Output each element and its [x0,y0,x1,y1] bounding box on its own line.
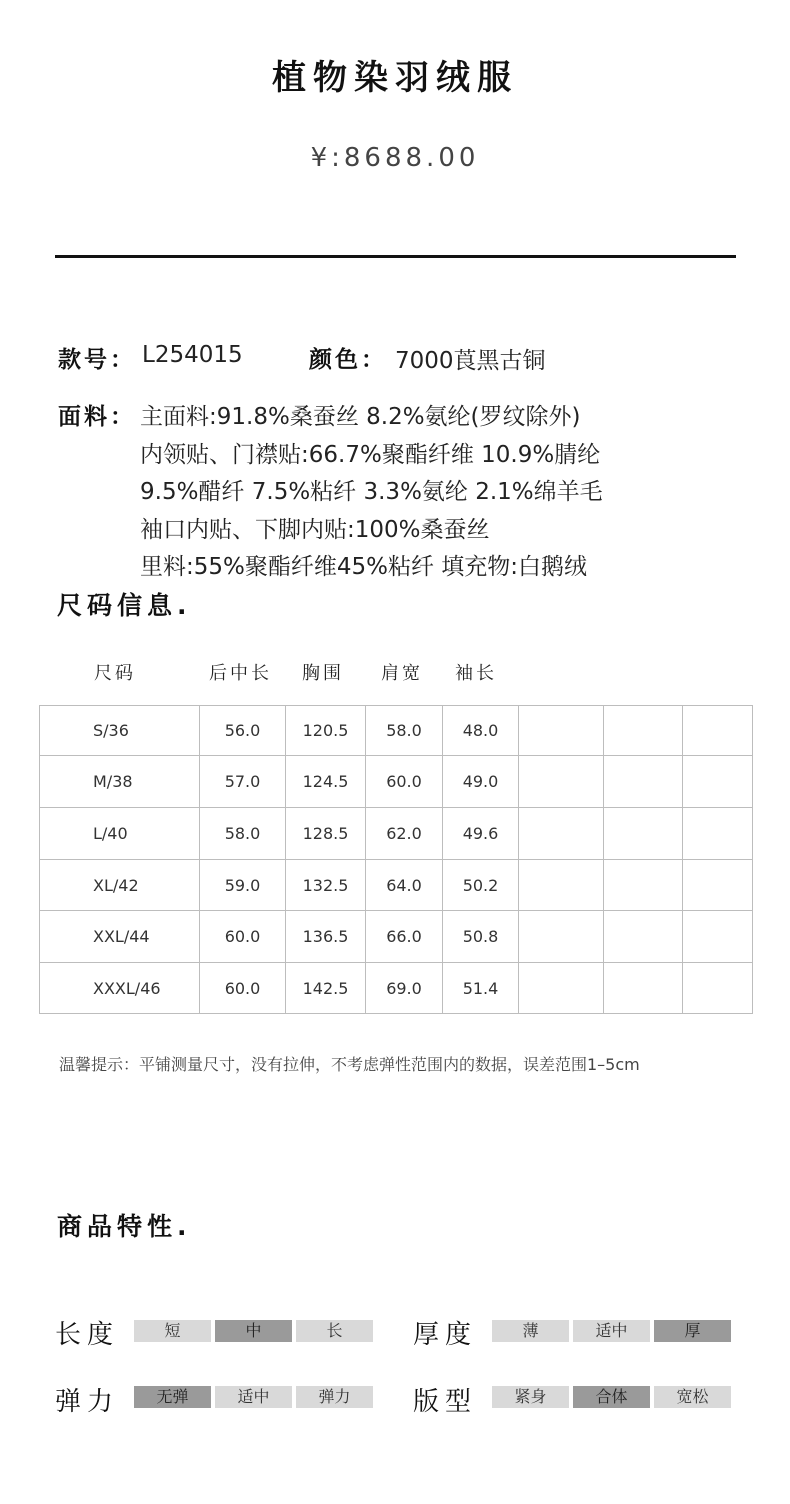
size-cell-label: S/36 [40,706,200,756]
size-table-row [40,756,753,808]
product-title: 植物染羽绒服 [272,58,518,98]
style-number-value: L254015 [142,342,243,368]
size-cell-value: 66.0 [366,911,443,963]
size-cell-empty [604,706,683,756]
size-cell-value: 60.0 [366,756,443,808]
size-cell-label: L/40 [40,808,200,860]
size-header-shoulder: 肩宽 [381,663,423,684]
size-cell-empty [519,706,604,756]
size-cell-empty [683,756,753,808]
size-cell-value: 51.4 [443,963,519,1014]
size-cell-empty [683,911,753,963]
size-cell-value: 56.0 [200,706,286,756]
feature-label-thickness: 厚度 [413,1320,478,1350]
feature-label-elasticity: 弹力 [55,1387,120,1417]
size-cell-value: 49.6 [443,808,519,860]
size-header-chest: 胸围 [302,663,344,684]
size-table [39,705,753,1014]
size-cell-empty [519,911,604,963]
size-cell-empty [604,963,683,1014]
feature-option: 紧身 [492,1386,569,1408]
size-cell-label: XXXL/46 [40,963,200,1014]
feature-label-length: 长度 [55,1320,120,1350]
size-cell-value: 62.0 [366,808,443,860]
size-cell-value: 136.5 [286,911,366,963]
color-label: 颜色： [309,347,387,373]
feature-option-selected: 中 [215,1320,292,1342]
size-cell-empty [519,756,604,808]
size-cell-empty [604,860,683,911]
size-cell-empty [604,756,683,808]
size-cell-empty [519,963,604,1014]
size-cell-empty [604,808,683,860]
size-cell-value: 48.0 [443,706,519,756]
size-cell-value: 69.0 [366,963,443,1014]
size-cell-value: 58.0 [200,808,286,860]
size-cell-value: 64.0 [366,860,443,911]
size-cell-value: 57.0 [200,756,286,808]
size-cell-value: 120.5 [286,706,366,756]
color-value: 7000莨黑古铜 [395,348,546,374]
size-cell-value: 60.0 [200,911,286,963]
size-cell-value: 132.5 [286,860,366,911]
size-cell-value: 142.5 [286,963,366,1014]
fabric-line: 9.5%醋纤 7.5%粘纤 3.3%氨纶 2.1%绵羊毛 [140,479,603,505]
size-cell-value: 50.8 [443,911,519,963]
size-cell-empty [683,706,753,756]
size-cell-value: 60.0 [200,963,286,1014]
size-cell-empty [683,860,753,911]
feature-option: 弹力 [296,1386,373,1408]
size-table-row [40,860,753,911]
feature-option: 适中 [215,1386,292,1408]
feature-label-fit: 版型 [413,1387,478,1417]
size-cell-value: 58.0 [366,706,443,756]
size-cell-label: XXL/44 [40,911,200,963]
size-cell-empty [683,963,753,1014]
fabric-line: 内领贴、门襟贴:66.7%聚酯纤维 10.9%腈纶 [140,442,601,468]
size-cell-label: M/38 [40,756,200,808]
feature-option: 薄 [492,1320,569,1342]
product-price: ¥:8688.00 [310,143,480,173]
feature-option-selected: 无弹 [134,1386,211,1408]
measurement-tip: 温馨提示：平铺测量尺寸，没有拉伸，不考虑弹性范围内的数据，误差范围1–5cm [59,1055,640,1074]
size-cell-value: 50.2 [443,860,519,911]
size-section-title: 尺码信息. [57,591,192,620]
size-cell-empty [683,808,753,860]
style-number-label: 款号： [58,347,136,373]
size-cell-value: 49.0 [443,756,519,808]
size-cell-empty [519,808,604,860]
size-table-row [40,963,753,1014]
feature-option: 适中 [573,1320,650,1342]
size-table-row [40,911,753,963]
fabric-line: 里料:55%聚酯纤维45%粘纤 填充物:白鹅绒 [140,554,588,580]
size-cell-value: 124.5 [286,756,366,808]
feature-option: 短 [134,1320,211,1342]
feature-option-selected: 厚 [654,1320,731,1342]
divider [55,255,736,258]
fabric-line: 袖口内贴、下脚内贴:100%桑蚕丝 [140,517,490,543]
feature-option: 长 [296,1320,373,1342]
fabric-line: 主面料:91.8%桑蚕丝 8.2%氨纶(罗纹除外) [140,404,581,430]
size-cell-empty [604,911,683,963]
feature-option: 宽松 [654,1386,731,1408]
feature-option-selected: 合体 [573,1386,650,1408]
fabric-label: 面料： [58,404,136,430]
size-table-row [40,706,753,756]
size-table-row [40,808,753,860]
size-cell-value: 128.5 [286,808,366,860]
size-header-back-length: 后中长 [209,663,272,684]
size-cell-label: XL/42 [40,860,200,911]
size-cell-value: 59.0 [200,860,286,911]
size-cell-empty [519,860,604,911]
size-header-size: 尺码 [94,663,136,684]
size-header-sleeve: 袖长 [455,663,497,684]
features-section-title: 商品特性. [57,1212,192,1241]
